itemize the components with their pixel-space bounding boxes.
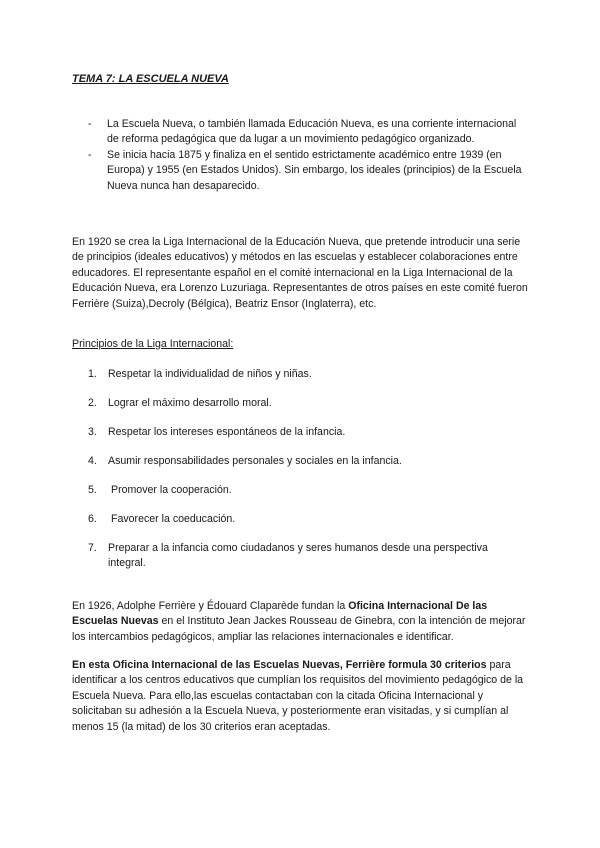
list-item xyxy=(88,117,528,148)
item-text: Asumir responsabilidades personales y sociales en la infancia. xyxy=(108,455,402,467)
bold-text: Oficina Internacional De las Escuelas Nuevas xyxy=(72,600,488,628)
paragraph-text: En 1926, Adolphe Ferrière y Édouard Claparède fundan la xyxy=(72,600,349,612)
bullet-dash: - xyxy=(88,148,92,161)
bold-text: En esta Oficina Internacional de las Escuelas Nuevas, Ferrière formula 30 criterios xyxy=(72,659,487,671)
paragraph-criterios xyxy=(72,658,528,735)
item-number: 6. xyxy=(88,513,97,525)
item-number: 4. xyxy=(88,455,97,467)
section-heading: Principios de la Liga Internacional: xyxy=(72,338,234,350)
intro-bullet-list xyxy=(88,117,528,194)
item-number: 1. xyxy=(88,368,97,380)
list-item xyxy=(88,541,528,572)
list-item xyxy=(88,367,528,382)
paragraph-text: para identificar a los centros educativos que cumplían los requisitos del movimiento pedagógico de la Escuela Nueva. Para ello,las escuelas contactaban con la citada Oficina Internacional y solicitaban su adhesión a la Escuela Nueva, y posteriormente eran visitadas, y si cumplían al menos 15 (la mitad) de los 30 criterios eran aceptadas. xyxy=(72,659,524,733)
item-number: 7. xyxy=(88,542,97,554)
page-title: TEMA 7: LA ESCUELA NUEVA xyxy=(72,73,229,85)
item-number: 5. xyxy=(88,484,97,496)
list-item xyxy=(88,512,528,527)
list-item xyxy=(88,483,528,498)
item-text: Favorecer la coeducación. xyxy=(111,513,236,525)
item-text: Respetar la individualidad de niños y niñas. xyxy=(108,368,312,380)
item-text: Respetar los intereses espontáneos de la infancia. xyxy=(108,426,346,438)
item-text: Promover la cooperación. xyxy=(111,484,232,496)
item-text: Lograr el máximo desarrollo moral. xyxy=(108,397,272,409)
item-text: Preparar a la infancia como ciudadanos y seres humanos desde una perspectiva integral. xyxy=(108,542,488,570)
item-number: 3. xyxy=(88,426,97,438)
paragraph-oficina xyxy=(72,599,528,645)
bullet-dash: - xyxy=(88,118,92,130)
paragraph-liga: En 1920 se crea la Liga Internacional de la Educación Nueva, que pretende introducir una serie de principios (ideales educativos) y métodos en las escuelas y establecer colaboraciones entre educadores. El representante español en el comité internacional en la Liga Internacional de la Educación Nueva, era Lorenzo Luzuriaga. Representantes de otros países en este comité fueron Ferrière (Suiza),Decroly (Bélgica), Beatriz Ensor (Inglaterra), etc. xyxy=(72,236,528,310)
bullet-text: La Escuela Nueva, o también llamada Educación Nueva, es una corriente internacional de reforma pedagógica que da lugar a un movimiento pedagógico organizado. xyxy=(107,118,517,146)
item-number: 2. xyxy=(88,397,97,409)
list-item xyxy=(88,454,528,469)
list-item xyxy=(88,425,528,440)
bullet-text: Se inicia hacia 1875 y finaliza en el sentido estrictamente académico entre 1939 (en Europa) y 1955 (en Estados Unidos). Sin embargo, los ideales (principios) de la Escuela Nueva nunca han desaparecido. xyxy=(107,148,522,192)
list-item xyxy=(88,396,528,411)
list-item xyxy=(88,148,528,194)
paragraph-text: en el Instituto Jean Jackes Rousseau de Ginebra, con la intención de mejorar los intercambios pedagógicos, ampliar las relaciones internacionales e identificar. xyxy=(72,615,526,643)
